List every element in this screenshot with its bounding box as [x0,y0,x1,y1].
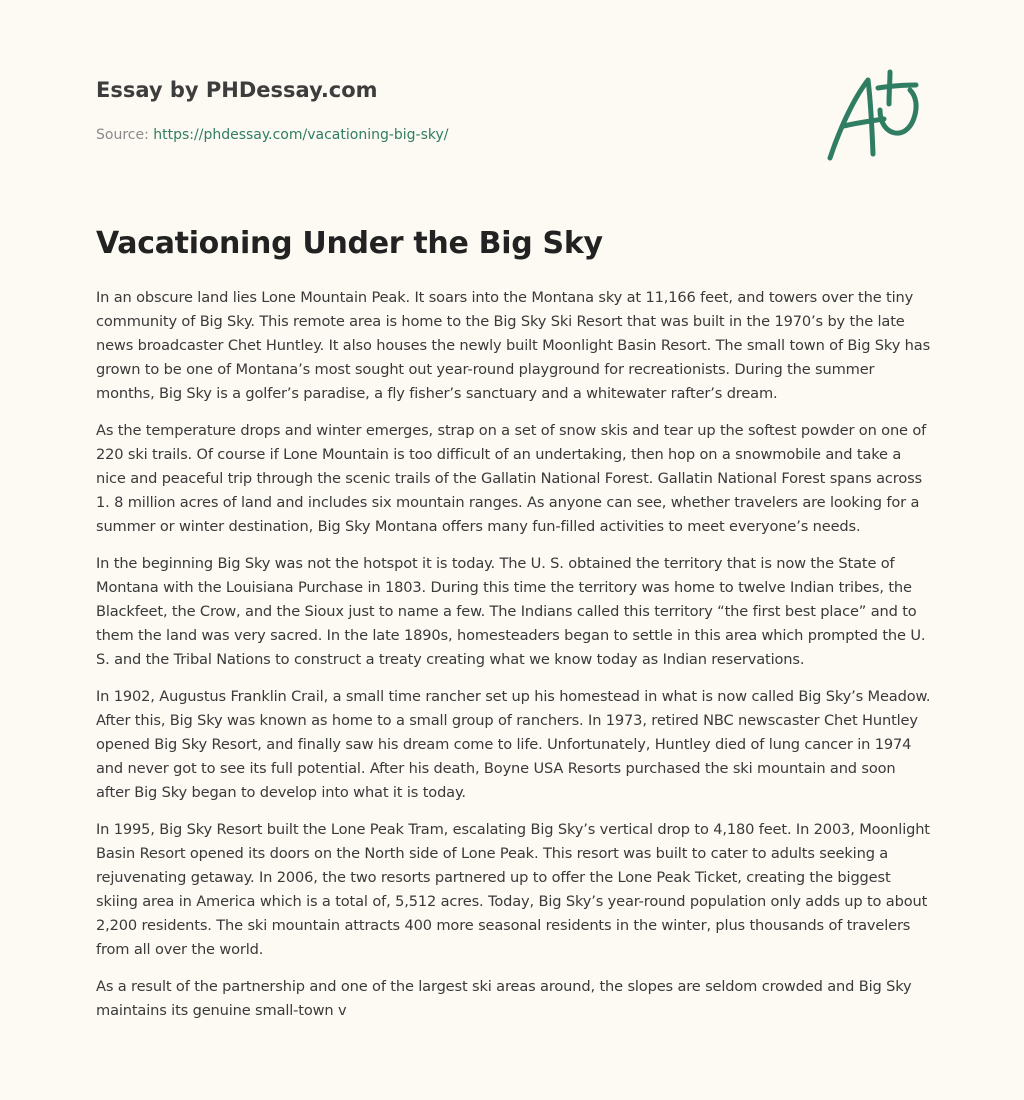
brand-title: Essay by PHDessay.com [96,78,378,102]
paragraph: In 1902, Augustus Franklin Crail, a small time rancher set up his homestead in what is now called Big Sky’s Meadow. After this, Big Sky was known as home to a small group of ranchers. In 1973, retired NBC newscaster Chet Huntley opened Big Sky Resort, and finally saw his dream come to life. Unfortunately, Huntley died of lung cancer in 1974 and never got to see its full potential. After his death, Boyne USA Resorts purchased the ski mountain and soon after Big Sky began to develop into what it is today. [96,688,931,801]
source-label: Source: [96,127,149,143]
paragraph: As the temperature drops and winter emerges, strap on a set of snow skis and tear up the softest powder on one of 220 ski trails. Of course if Lone Mountain is too difficult of an undertaking, then hop on a snowmobile and take a nice and peaceful trip through the scenic trails of the Gallatin National Forest. Gallatin National Forest spans across 1. 8 million acres of land and includes six mountain ranges. As anyone can see, whether travelers are looking for a summer or winter destination, Big Sky Montana offers many fun-filled activities to meet everyone’s needs. [96,422,927,535]
paragraph: As a result of the partnership and one of the largest ski areas around, the slopes are seldom crowded and Big Sky maintains its genuine small-town v [96,978,912,1019]
source-link[interactable]: https://phdessay.com/vacationing-big-sky/ [153,127,449,143]
paragraph: In an obscure land lies Lone Mountain Peak. It soars into the Montana sky at 11,166 feet, and towers over the tiny community of Big Sky. This remote area is home to the Big Sky Ski Resort that was built in the 1970’s by the late news broadcaster Chet Huntley. It also houses the newly built Moonlight Basin Resort. The small town of Big Sky has grown to be one of Montana’s most sought out year-round playground for recreationists. During the summer months, Big Sky is a golfer’s paradise, a fly fisher’s sanctuary and a whitewater rafter’s dream. [96,289,931,402]
paragraph: In the beginning Big Sky was not the hotspot it is today. The U. S. obtained the territory that is now the State of Montana with the Louisiana Purchase in 1803. During this time the territory was home to twelve Indian tribes, the Blackfeet, the Crow, and the Sioux just to name a few. The Indians called this territory “the first best place” and to them the land was very sacred. In the late 1890s, homesteaders began to settle in this area which prompted the U. S. and the Tribal Nations to construct a treaty creating what we know today as Indian reservations. [96,555,926,668]
source-line [96,126,796,144]
essay-header [96,76,796,144]
essay-title: Vacationing Under the Big Sky [96,226,603,261]
essay-body [96,286,932,1036]
paragraph: In 1995, Big Sky Resort built the Lone Peak Tram, escalating Big Sky’s vertical drop to 4,180 feet. In 2003, Moonlight Basin Resort opened its doors on the North side of Lone Peak. This resort was built to cater to adults seeking a rejuvenating getaway. In 2006, the two resorts partnered up to offer the Lone Peak Ticket, creating the biggest skiing area in America which is a total of, 5,512 acres. Today, Big Sky’s year-round population only adds up to about 2,200 residents. The ski mountain attracts 400 more seasonal residents in the winter, plus thousands of travelers from all over the world. [96,821,930,958]
a-plus-icon [818,66,930,166]
